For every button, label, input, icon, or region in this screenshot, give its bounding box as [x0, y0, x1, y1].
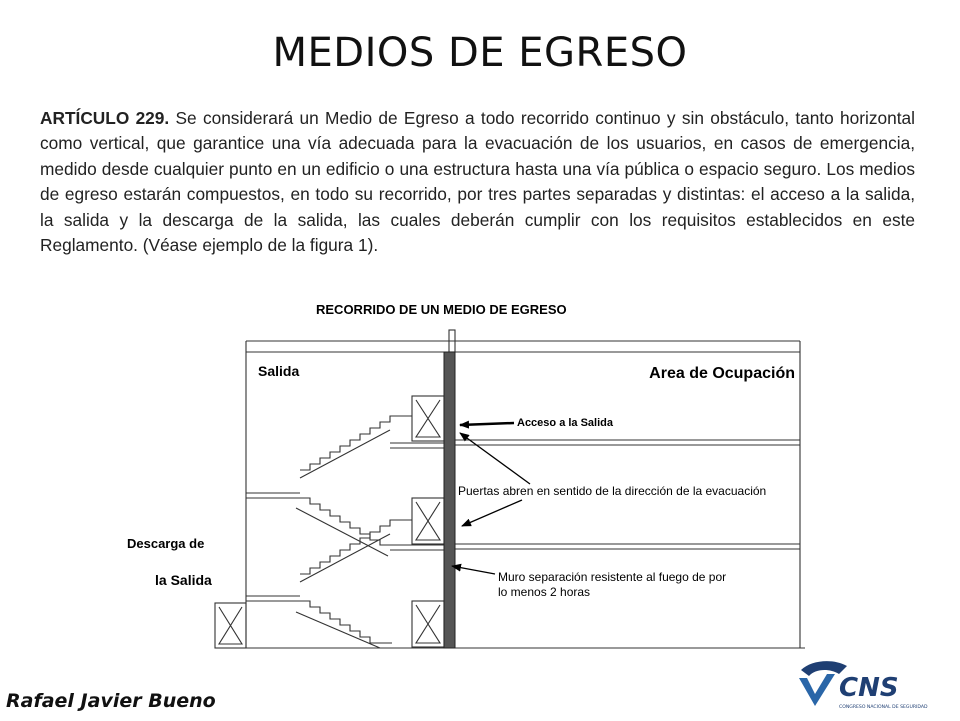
label-descarga-line1: Descarga de [127, 536, 205, 551]
stair-flight-0 [300, 601, 392, 643]
label-descarga-line2: la Salida [155, 572, 212, 588]
cns-logo [795, 656, 945, 721]
cns-logo-icon [795, 656, 945, 716]
fire-separation-wall [444, 352, 455, 648]
article-body: Se considerará un Medio de Egreso a todo recorrido continuo y sin obstáculo, tanto horizontal como vertical, que garantice una vía adecuada para la evacuación de los usuarios, en casos de emergencia, medido desde cualquier punto en un edificio o una estructura hasta una vía pública o espacio seguro. Los medios de egreso estarán compuestos, en todo su recorrido, por tres partes separadas y distintas: el acceso a la salida, la salida y la descarga de la salida, las cuales deberán cumplir con los requisitos establecidos en este Reglamento. (Véase ejemplo de la figura 1). [40, 108, 915, 256]
label-muro-line2: lo menos 2 horas [498, 585, 591, 599]
arrow-acceso [460, 423, 514, 425]
author-name: Rafael Javier Bueno [6, 690, 216, 712]
discharge-door-swing [219, 607, 242, 644]
door-floor-1-swing [416, 605, 440, 643]
diagram-title: RECORRIDO DE UN MEDIO DE EGRESO [316, 302, 567, 317]
stair-flight-3-under [300, 430, 390, 478]
stair-flight-2 [300, 498, 390, 545]
stair-flight-0-under [296, 612, 380, 648]
arrow-puertas-lower [462, 500, 522, 526]
label-salida: Salida [258, 363, 300, 379]
label-area-ocupacion: Area de Ocupación [649, 365, 795, 382]
logo-subtitle: CONGRESO NACIONAL DE SEGURIDAD [839, 705, 928, 710]
door-floor-3-swing [416, 400, 440, 437]
label-muro-line1: Muro separación resistente al fuego de por [498, 570, 727, 584]
label-acceso-salida: Acceso a la Salida [517, 417, 613, 429]
article-heading: ARTÍCULO 229. [40, 108, 170, 128]
page-title: MEDIOS DE EGRESO [272, 30, 688, 76]
arrow-muro [452, 566, 495, 574]
stair-flight-1-under [300, 534, 390, 582]
arrow-puertas-upper [460, 433, 530, 484]
label-puertas: Puertas abren en sentido de la dirección de la evacuación [458, 484, 767, 498]
door-floor-2-swing [416, 502, 440, 540]
logo-text: CNS [839, 673, 899, 703]
